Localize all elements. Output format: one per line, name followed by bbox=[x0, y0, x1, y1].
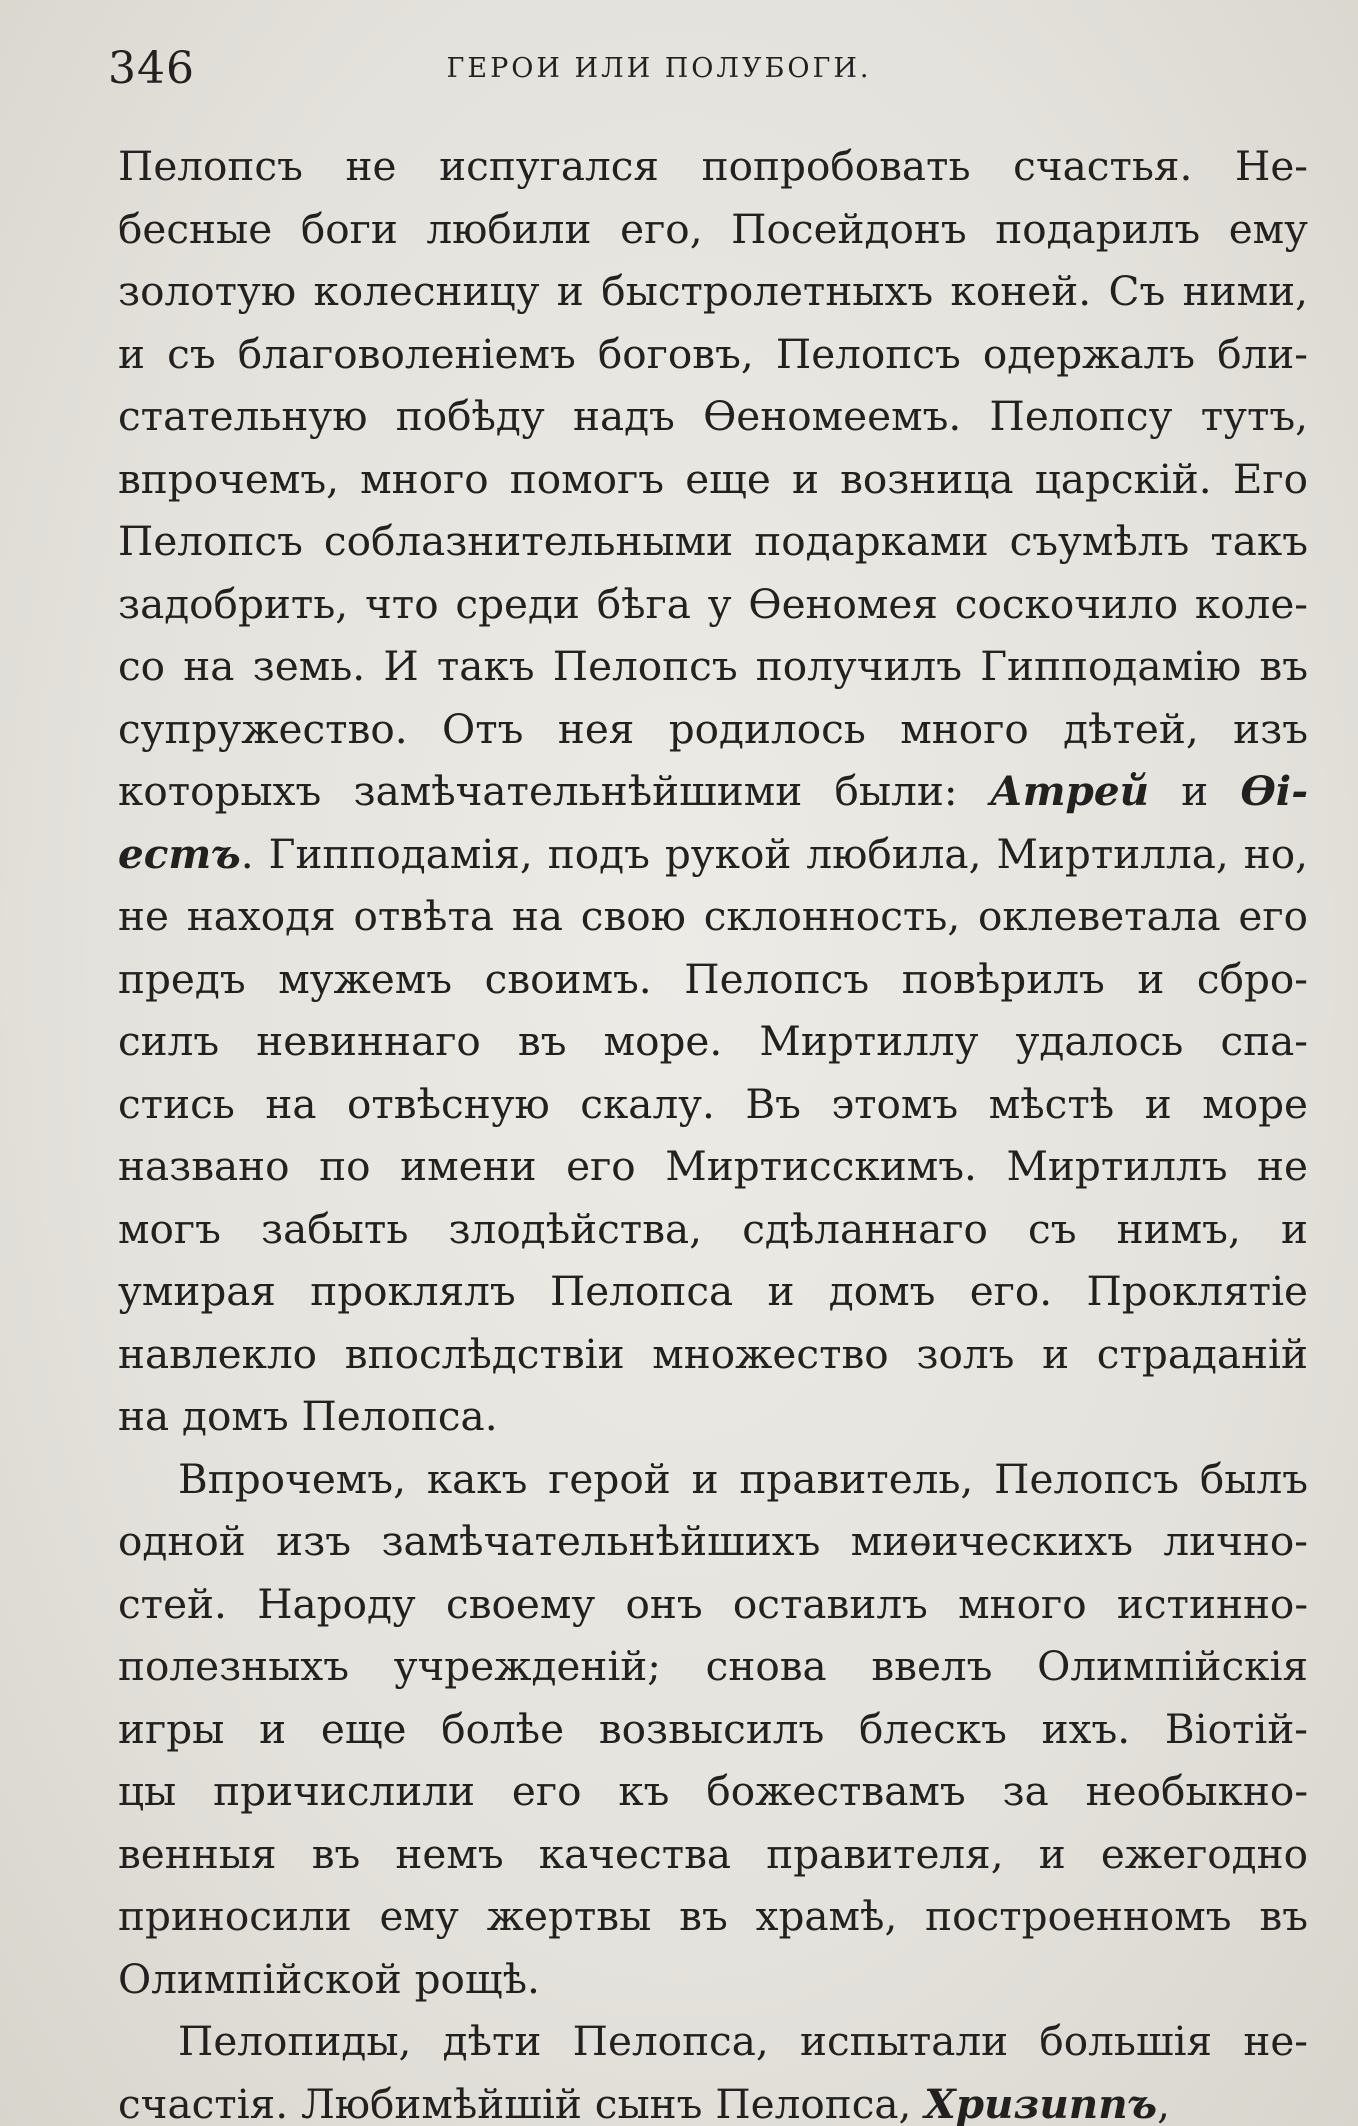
text-line bbox=[118, 885, 1308, 948]
text-line bbox=[118, 385, 1308, 448]
text-run: Пелопиды, дѣти Пелопса, испытали большiя не- bbox=[178, 2017, 1308, 2065]
text-run: приносили ему жертвы въ храмѣ, построенномъ въ bbox=[118, 1892, 1308, 1940]
text-line bbox=[118, 1135, 1308, 1198]
text-line bbox=[118, 2010, 1308, 2073]
text-run: впрочемъ, много помогъ еще и возница царскiй. Его bbox=[118, 454, 1308, 503]
text-run: цы причислили его къ божествамъ за необыкно- bbox=[118, 1767, 1308, 1815]
text-line bbox=[118, 1323, 1308, 1386]
text-line bbox=[118, 1073, 1308, 1136]
text-run: со на земь. И такъ Пелопсъ получилъ Гипподамiю въ bbox=[118, 642, 1308, 690]
text-line bbox=[118, 323, 1308, 386]
text-run: которыхъ замѣчательнѣйшими были: bbox=[118, 767, 990, 815]
text-run: одной изъ замѣчательнѣйшихъ миѳическихъ лично- bbox=[118, 1517, 1308, 1565]
text-line bbox=[118, 1760, 1308, 1823]
text-line bbox=[118, 1198, 1308, 1261]
proper-name: Ѳi- bbox=[1240, 767, 1309, 815]
text-line bbox=[118, 1823, 1308, 1886]
text-run: и bbox=[1149, 767, 1241, 815]
text-run: счастiя. Любимѣйшiй сынъ Пелопса, bbox=[118, 2079, 925, 2126]
text-line bbox=[118, 573, 1308, 636]
text-run: стись на отвѣсную скалу. Въ этомъ мѣстѣ и море bbox=[118, 1079, 1308, 1128]
text-line bbox=[118, 1510, 1308, 1573]
paragraph bbox=[118, 2010, 1308, 2126]
text-run: на домъ Пелопса. bbox=[118, 1392, 498, 1440]
text-line bbox=[118, 1635, 1308, 1698]
text-run: золотую колесницу и быстролетныхъ коней. Съ ними, bbox=[118, 267, 1308, 315]
text-run: стательную побѣду надъ Ѳеномеемъ. Пелопсу тутъ, bbox=[118, 392, 1308, 440]
text-run: задобрить, что среди бѣга у Ѳеномея соскочило коле- bbox=[118, 579, 1308, 628]
text-line bbox=[118, 198, 1308, 261]
page-header bbox=[108, 34, 1250, 104]
paragraph bbox=[118, 135, 1308, 1448]
text-line bbox=[118, 448, 1308, 511]
proper-name: естъ bbox=[118, 829, 241, 878]
text-line bbox=[118, 2073, 1308, 2126]
text-run: бесные боги любили его, Посейдонъ подарилъ ему bbox=[118, 204, 1308, 253]
text-line bbox=[118, 1448, 1308, 1511]
running-title: ГЕРОИ ИЛИ ПОЛУБОГИ. bbox=[446, 53, 872, 84]
text-run: . Гипподамiя, подъ рукой любила, Миртилла, но, bbox=[240, 829, 1308, 878]
text-run: предъ мужемъ своимъ. Пелопсъ повѣрилъ и сбро- bbox=[118, 954, 1308, 1003]
page-number: 346 bbox=[108, 43, 195, 94]
text-run: и съ благоволенiемъ боговъ, Пелопсъ одержалъ бли- bbox=[118, 329, 1308, 378]
text-run: умирая проклялъ Пелопса и домъ его. Проклятiе bbox=[118, 1267, 1308, 1315]
text-run: названо по имени его Миртисскимъ. Миртиллъ не bbox=[118, 1142, 1308, 1190]
body-text bbox=[118, 135, 1308, 2126]
text-line bbox=[118, 1260, 1308, 1323]
text-run: Олимпiйской рощѣ. bbox=[118, 1954, 540, 2003]
proper-name: Хризиппъ bbox=[924, 2079, 1158, 2126]
proper-name: Атрей bbox=[989, 767, 1150, 815]
text-run: Впрочемъ, какъ герой и правитель, Пелопсъ былъ bbox=[178, 1454, 1308, 1503]
text-line bbox=[118, 1885, 1308, 1948]
text-line bbox=[118, 1948, 1308, 2011]
text-line bbox=[118, 760, 1308, 823]
text-line bbox=[118, 1385, 1308, 1448]
text-line bbox=[118, 1698, 1308, 1761]
text-run: могъ забыть злодѣйства, сдѣланнаго съ нимъ, и bbox=[118, 1204, 1308, 1253]
text-run: не находя отвѣта на свою склонность, оклеветала его bbox=[118, 892, 1308, 940]
text-line bbox=[118, 510, 1308, 573]
text-line bbox=[118, 823, 1308, 886]
text-run: навлекло впослѣдствiи множество золъ и страданiй bbox=[118, 1329, 1308, 1378]
text-line bbox=[118, 698, 1308, 761]
text-run: , bbox=[1157, 2079, 1170, 2126]
text-line bbox=[118, 1573, 1308, 1636]
text-run: венныя въ немъ качества правителя, и ежегодно bbox=[118, 1829, 1308, 1878]
text-run: полезныхъ учрежденiй; снова ввелъ Олимпiйскiя bbox=[118, 1642, 1308, 1690]
text-run: Пелопсъ соблазнительными подарками съумѣлъ такъ bbox=[118, 517, 1308, 565]
text-line bbox=[118, 1010, 1308, 1073]
text-run: супружество. Отъ нея родилось много дѣтей, изъ bbox=[118, 704, 1308, 753]
text-run: игры и еще болѣе возвысилъ блескъ ихъ. Вiотiй- bbox=[118, 1704, 1308, 1753]
text-line bbox=[118, 948, 1308, 1011]
text-line bbox=[118, 135, 1308, 198]
text-run: стей. Народу своему онъ оставилъ много истинно- bbox=[118, 1579, 1308, 1628]
text-run: Пелопсъ не испугался попробовать счастья. Не- bbox=[118, 142, 1308, 190]
text-run: силъ невиннаго въ море. Миртиллу удалось спа- bbox=[118, 1017, 1308, 1065]
text-line bbox=[118, 260, 1308, 323]
text-line bbox=[118, 635, 1308, 698]
paragraph bbox=[118, 1448, 1308, 2011]
